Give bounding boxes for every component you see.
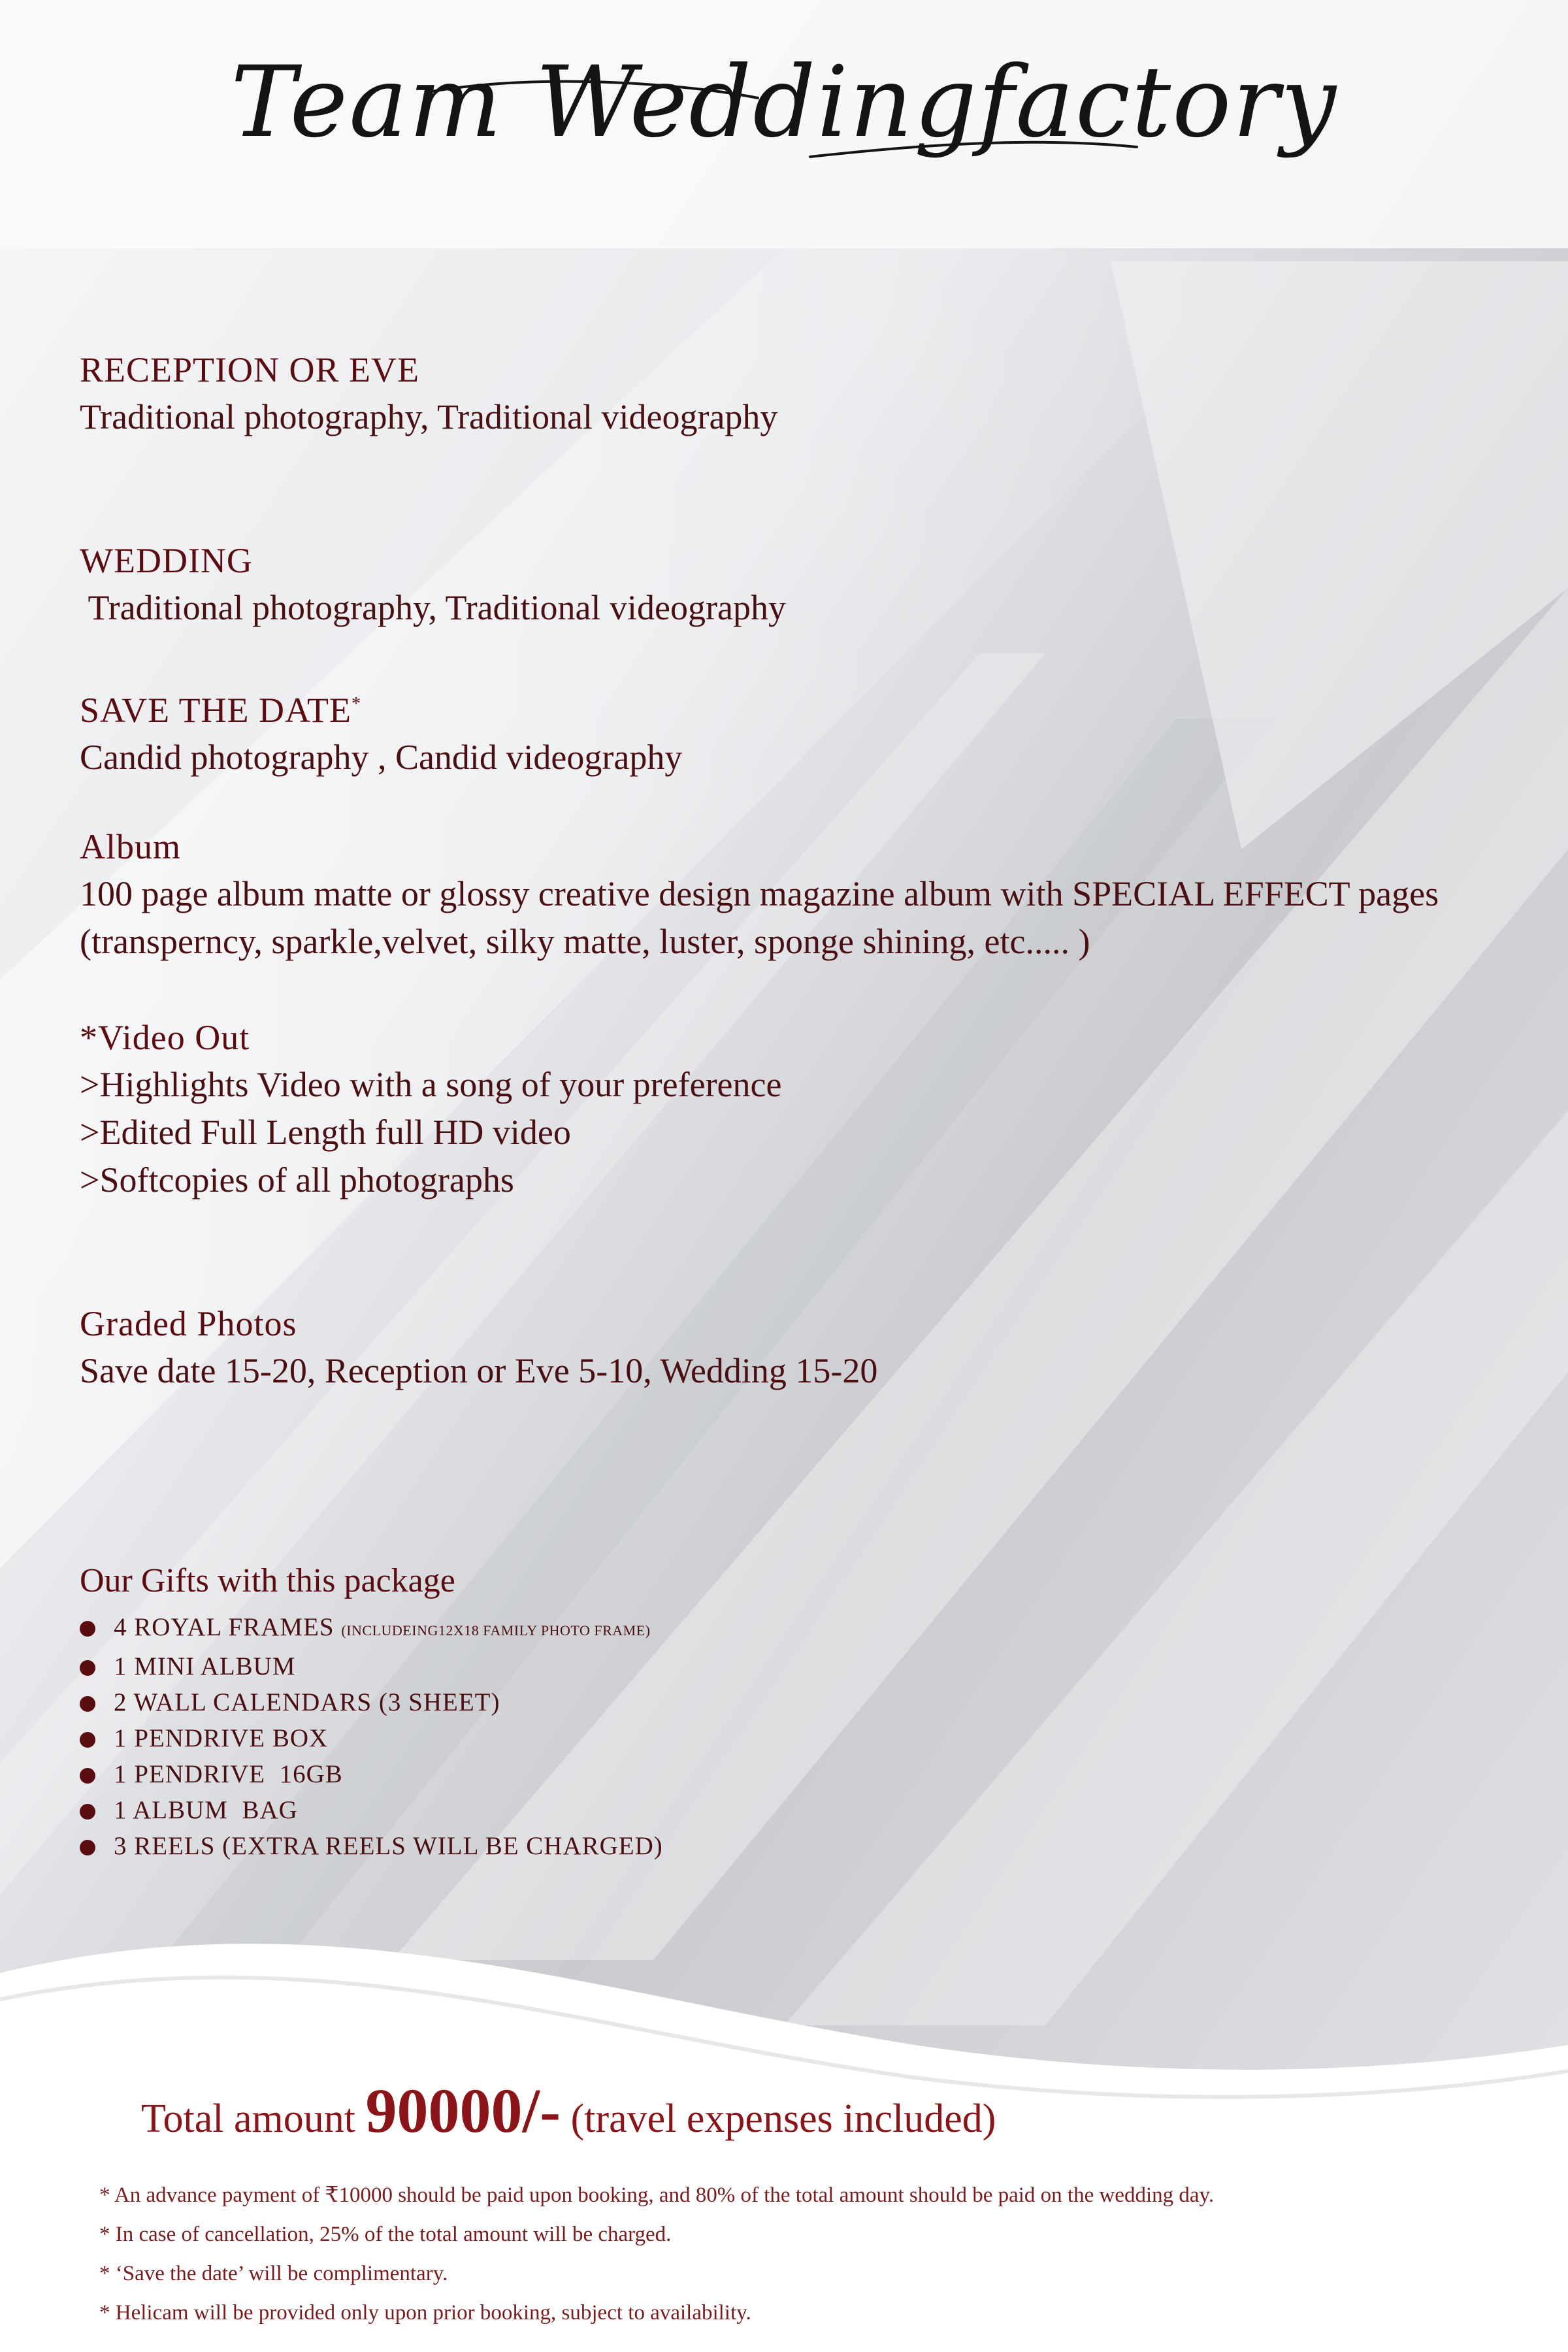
bullet-icon (80, 1621, 95, 1637)
gift-item (80, 1720, 663, 1756)
gifts-title: Our Gifts with this package (80, 1562, 455, 1599)
section-save-the-date (80, 681, 682, 781)
gift-text: 1 MINI ALBUM (114, 1652, 296, 1680)
bullet-icon (80, 1696, 95, 1712)
section-title: Album (80, 827, 182, 866)
gift-text: 1 PENDRIVE 16GB (114, 1760, 343, 1788)
gift-note: (INCLUDEING12X18 FAMILY PHOTO FRAME) (341, 1622, 651, 1639)
total-value: 90000/- (365, 2076, 561, 2146)
brand-title: Team Weddingfactory (231, 46, 1337, 159)
bullet-icon (80, 1804, 95, 1820)
section-line: Save date 15-20, Reception or Eve 5-10, Wedding 15-20 (80, 1351, 878, 1390)
gift-item (80, 1828, 663, 1864)
section-title: RECEPTION OR EVE (80, 350, 419, 389)
gift-item (80, 1684, 663, 1720)
section-line: >Softcopies of all photographs (80, 1160, 514, 1200)
section-title (80, 681, 682, 734)
note-line: * Helicam will be provided only upon prior booking, subject to availability. (99, 2301, 751, 2325)
bullet-icon (80, 1840, 95, 1855)
section-album (80, 823, 1439, 966)
gift-item (80, 1756, 663, 1792)
gift-text: 4 ROYAL FRAMES (114, 1613, 342, 1641)
gift-text: 1 ALBUM BAG (114, 1796, 298, 1824)
section-line: (transperncy, sparkle,velvet, silky matte, luster, sponge shining, etc..... ) (80, 922, 1090, 961)
bullet-icon (80, 1732, 95, 1748)
gift-item (80, 1792, 663, 1828)
gift-text: 1 PENDRIVE BOX (114, 1724, 329, 1752)
section-line: Traditional photography, Traditional videography (80, 588, 786, 627)
section-graded-photos (80, 1300, 877, 1395)
section-line: >Highlights Video with a song of your preference (80, 1065, 782, 1104)
gift-item (80, 1648, 663, 1684)
section-line: >Edited Full Length full HD video (80, 1113, 571, 1152)
terms-notes (99, 2176, 1214, 2332)
brand-flourish (418, 65, 1150, 183)
section-video-out (80, 1014, 781, 1204)
section-title: Graded Photos (80, 1304, 297, 1343)
section-line: Candid photography , Candid videography (80, 738, 683, 777)
gift-text: 3 REELS (EXTRA REELS WILL BE CHARGED) (114, 1832, 663, 1860)
section-line: 100 page album matte or glossy creative design magazine album with SPECIAL EFFECT pages (80, 874, 1439, 913)
asterisk-mark: * (351, 694, 362, 714)
bullet-icon (80, 1660, 95, 1676)
section-title-text: SAVE THE DATE (80, 691, 352, 730)
note-line: * ‘Save the date’ will be complimentary. (99, 2262, 448, 2285)
section-reception (80, 346, 777, 441)
total-amount (141, 2074, 996, 2147)
bullet-icon (80, 1768, 95, 1784)
gift-text: 2 WALL CALENDARS (3 SHEET) (114, 1688, 500, 1716)
total-note: (travel expenses included) (561, 2097, 996, 2141)
section-wedding (80, 537, 786, 632)
total-label: Total amount (141, 2097, 366, 2141)
section-line: Traditional photography, Traditional videography (80, 397, 778, 436)
note-line: * An advance payment of ₹10000 should be paid upon booking, and 80% of the total amount should be paid on the wedding day. (99, 2183, 1215, 2207)
note-line: * In case of cancellation, 25% of the total amount will be charged. (99, 2223, 672, 2246)
section-gifts (80, 1558, 663, 1864)
section-title: *Video Out (80, 1018, 250, 1057)
gift-item (80, 1609, 663, 1648)
gift-list (80, 1609, 663, 1864)
section-title: WEDDING (80, 541, 253, 580)
